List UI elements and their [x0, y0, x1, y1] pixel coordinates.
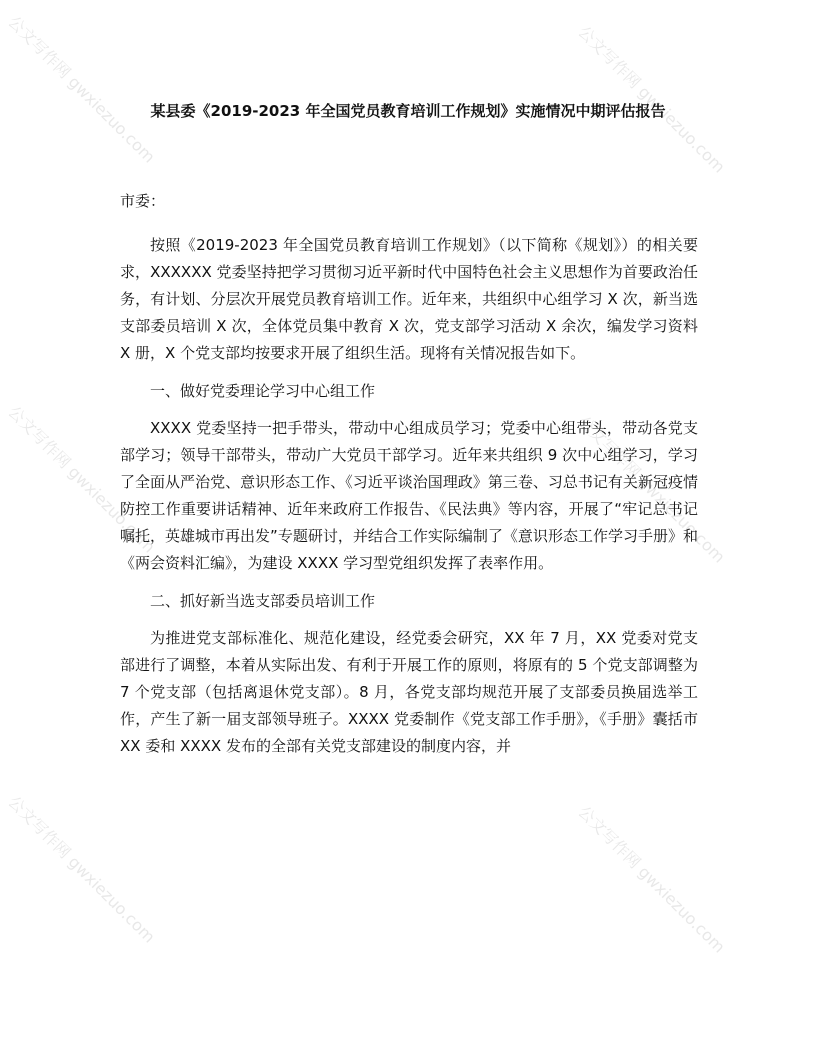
watermark: 公文写作网 gwxiezuo.com: [574, 802, 729, 957]
paragraph-section-1: XXXX 党委坚持一把手带头，带动中心组成员学习；党委中心组带头，带动各党支部学习；领导干部带头，带动广大党员干部学习。近年来共组织 9 次中心组学习，学习了全面从严治党、意识形态工作、《习近平谈治国理政》第三卷、习总书记有关新冠疫情防控工作重要讲话精神、近年来政府工作报告、《民法典》等内容，开展了“牢记总书记嘱托，英雄城市再出发”专题研讨，并结合工作实际编制了《意识形态工作学习手册》和《两会资料汇编》，为建设 XXXX 学习型党组织发挥了表率作用。: [120, 419, 698, 572]
document-title: 某县委《2019-2023 年全国党员教育培训工作规划》实施情况中期评估报告: [150, 102, 666, 120]
paragraph-intro: 按照《2019-2023 年全国党员教育培训工作规划》（以下简称《规划》）的相关要求，XXXXXX 党委坚持把学习贯彻习近平新时代中国特色社会主义思想作为首要政治任务，有计划、分层次开展党员教育培训工作。近年来，共组织中心组学习 X 次，新当选支部委员培训 X 次，全体党员集中教育 X 次，党支部学习活动 X 余次，编发学习资料 X 册，X 个党支部均按要求开展了组织生活。现将有关情况报告如下。: [120, 236, 698, 362]
section-heading-2: 二、抓好新当选支部委员培训工作: [150, 592, 376, 610]
watermark: 公文写作网 gwxiezuo.com: [574, 22, 729, 177]
document-body: [120, 232, 698, 771]
watermark: 公文写作网 gwxiezuo.com: [574, 412, 729, 567]
watermark: 公文写作网 gwxiezuo.com: [4, 12, 159, 167]
watermark: 公文写作网 gwxiezuo.com: [4, 402, 159, 557]
section-heading-1: 一、做好党委理论学习中心组工作: [150, 382, 376, 400]
watermark: 公文写作网 gwxiezuo.com: [4, 792, 159, 947]
salutation: 市委：: [120, 192, 166, 210]
paragraph-section-2: 为推进党支部标准化、规范化建设，经党委会研究，XX 年 7 月，XX 党委对党支部进行了调整，本着从实际出发、有利于开展工作的原则，将原有的 5 个党支部调整为 7 个党支部（包括离退休党支部）。8 月，各党支部均规范开展了支部委员换届选举工作，产生了新一届支部领导班子。XXXX 党委制作《党支部工作手册》，《手册》囊括市 XX 委和 XXXX 发布的全部有关党支部建设的制度内容，并: [120, 629, 698, 755]
